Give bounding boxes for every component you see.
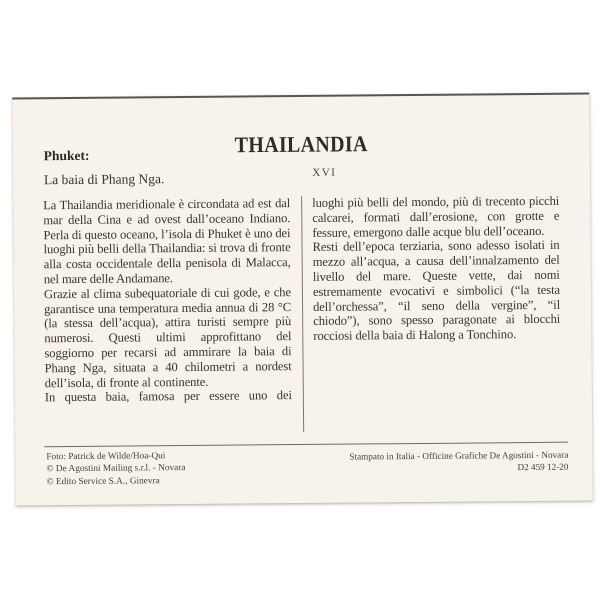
body-paragraph: Resti dell’epoca terziaria, sono adesso isolati in mezzo all’acqua, a causa dell’innalzamento del livello del mare. Queste vette, dai nomi estremamente evocativi e simbolici (“la testa dell’orchessa”, “il seno della vergine”, “il chiodo”), sono spesso paragonate ai blocchi rocciosi della baia di Halong a Tonchino. bbox=[312, 238, 561, 344]
catalog-number: D2 459 12-20 bbox=[517, 461, 569, 473]
card-series-numeral: XVI bbox=[312, 166, 337, 179]
body-paragraph: In questa baia, famosa per essere uno dei bbox=[44, 388, 292, 405]
body-columns bbox=[43, 194, 561, 434]
column-divider bbox=[301, 196, 304, 432]
body-column-right bbox=[312, 194, 561, 432]
body-column-left bbox=[43, 196, 292, 434]
location-subtitle: La baia di Phang Nga. bbox=[43, 171, 165, 188]
credit-line: © Edito Service S.A., Ginevra bbox=[46, 475, 160, 487]
photo-copyright-credits bbox=[46, 450, 185, 488]
postcard-back bbox=[12, 92, 593, 505]
footer-rule bbox=[44, 442, 568, 448]
printer-credits bbox=[349, 449, 568, 476]
card-title: THAILANDIA bbox=[234, 132, 368, 158]
credit-line: Foto: Patrick de Wilde/Hoa-Qui bbox=[46, 451, 166, 463]
body-paragraph: La Thailandia meridionale è circondata ad est dal mar della Cina e ad ovest dall’oceano Indiano. Perla di questo oceano, l’isola di Phuket è uno dei luoghi più belli della Thailandia: si trova di fronte alla costa occidentale della penisola di Malacca, nel mare delle Andamane. bbox=[43, 196, 291, 287]
body-paragraph: luoghi più belli del mondo, più di trecento picchi calcarei, formati dall’erosione, con grotte e fessure, emergono dalle acque blu dell’oceano. bbox=[312, 193, 560, 240]
body-paragraph: Grazie al clima subequatoriale di cui gode, e che garantisce una temperatura media annua di 28 °C (la stessa dell’acqua), attira turisti sempre più numerosi. Questi ultimi approfittano del soggiorno per recarsi ad ammirare la baia di Phang Nga, situata a 40 chilometri a nordest dell’isola, di fronte al continente. bbox=[43, 284, 292, 390]
location-heading: Phuket: bbox=[43, 147, 90, 164]
credit-line: © De Agostini Mailing s.r.l. - Novara bbox=[46, 463, 186, 475]
printer-line: Stampato in Italia - Officine Grafiche De Agostini - Novara bbox=[349, 449, 569, 462]
